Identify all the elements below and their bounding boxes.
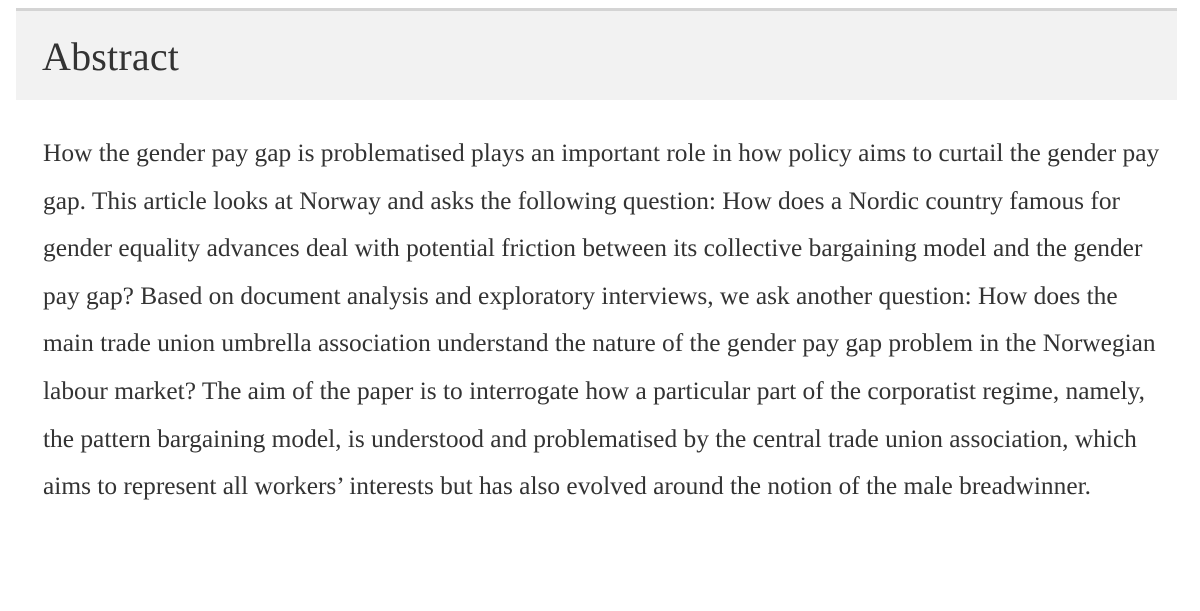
abstract-text: How the gender pay gap is problematised plays an important role in how policy aims to curtail the gender pay gap. This article looks at Norway and asks the following question: How does a Nordic country famous for gender equality advances deal with potential friction between its collective bargaining model and the gender pay gap? Based on document analysis and exploratory interviews, we ask another question: How does the main trade union umbrella association understand the nature of the gender pay gap problem in the Norwegian labour market? The aim of the paper is to interrogate how a particular part of the corporatist regime, namely, the pattern bargaining model, is understood and problematised by the central trade union association, which aims to represent all workers’ interests but has also evolved around the notion of the male breadwinner. [43, 139, 1160, 501]
abstract-heading: Abstract [42, 34, 180, 79]
abstract-header [16, 8, 1177, 100]
